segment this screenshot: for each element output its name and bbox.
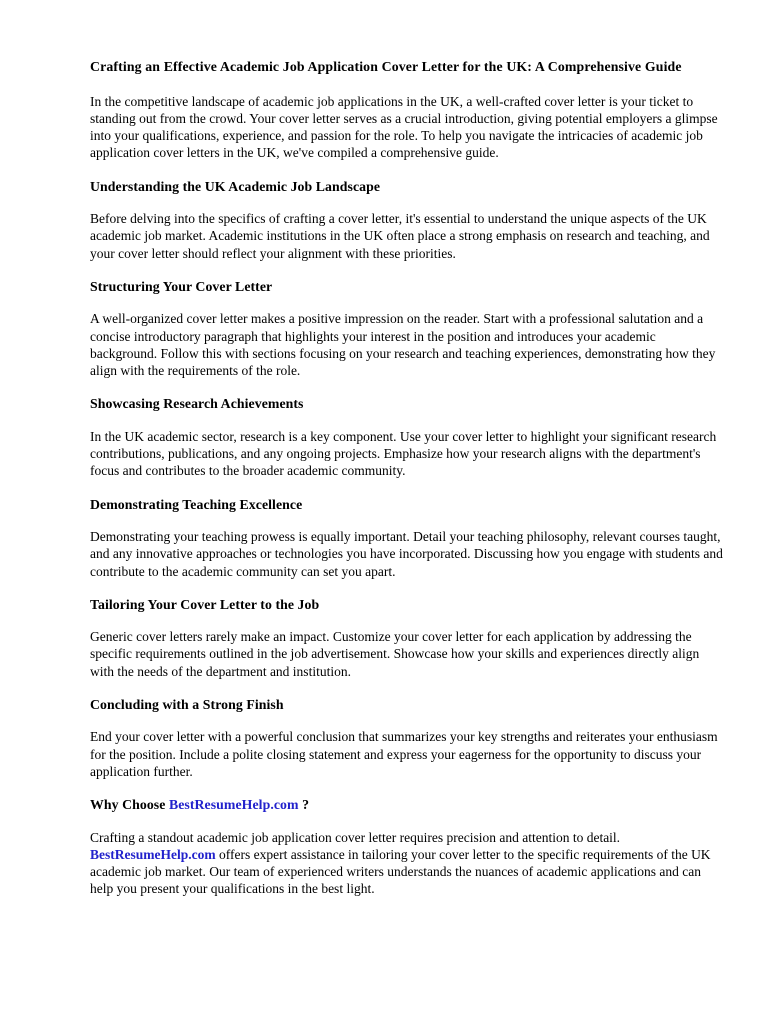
spacer xyxy=(90,262,724,278)
spacer xyxy=(90,413,724,428)
spacer xyxy=(90,195,724,210)
spacer xyxy=(90,580,724,596)
promo-paragraph xyxy=(90,829,724,898)
section-paragraph-concluding-with-a-strong-finish: End your cover letter with a powerful conclusion that summarizes your key strengths and reiterates your enthusiasm for the position. Include a polite closing statement and express your eagerness for the opportunity to discuss your application further. xyxy=(90,729,718,779)
spacer xyxy=(90,513,724,528)
spacer xyxy=(90,613,724,628)
section-paragraph-tailoring-your-cover-letter-to-the-job: Generic cover letters rarely make an impact. Customize your cover letter for each application by addressing the specific requirements outlined in the job advertisement. Showcase how your skills and experiences directly align with the needs of the department and institution. xyxy=(90,629,700,679)
section-heading-showcasing-research-achievements: Showcasing Research Achievements xyxy=(90,396,304,412)
spacer xyxy=(90,76,724,93)
section-heading-why-choose-bestresumehelp xyxy=(90,796,724,813)
spacer xyxy=(90,162,724,178)
section-heading-concluding-with-a-strong-finish: Concluding with a Strong Finish xyxy=(90,697,284,713)
promo-paragraph-part-2: offers expert assistance in tailoring your cover letter to the specific requirements of the UK academic job market. Our team of experienced writers understands the nuances of academic applications and can help you present your qualifications in the best light. xyxy=(90,846,711,897)
brand-link-paragraph[interactable]: BestResumeHelp.com xyxy=(90,846,216,862)
promo-paragraph-part-1: Crafting a standout academic job application cover letter requires precision and attention to detail. xyxy=(90,829,621,845)
promo-heading-suffix: ? xyxy=(298,797,310,813)
section-heading-demonstrating-teaching-excellence: Demonstrating Teaching Excellence xyxy=(90,496,303,512)
promo-heading-prefix: Why Choose xyxy=(90,797,169,813)
section-heading-tailoring-your-cover-letter-to-the-job: Tailoring Your Cover Letter to the Job xyxy=(90,596,320,612)
page-title: Crafting an Effective Academic Job Application Cover Letter for the UK: A Comprehensive Guide xyxy=(90,59,682,74)
section-paragraph-structuring-your-cover-letter: A well-organized cover letter makes a positive impression on the reader. Start with a professional salutation and a concise introductory paragraph that highlights your interest in the position and introduces your academic background. Follow this with sections focusing on your research and teaching experiences, demonstrating how they align with the requirements of the role. xyxy=(90,311,716,379)
intro-paragraph: In the competitive landscape of academic job applications in the UK, a well-crafted cover letter is your ticket to standing out from the crowd. Your cover letter serves as a crucial introduction, giving potential employers a glimpse into your qualifications, experience, and passion for the role. To help you navigate the intricacies of academic job application cover letters in the UK, we've compiled a comprehensive guide. xyxy=(90,93,718,161)
spacer xyxy=(90,680,724,696)
brand-link-heading[interactable]: BestResumeHelp.com xyxy=(168,797,299,813)
section-paragraph-demonstrating-teaching-excellence: Demonstrating your teaching prowess is equally important. Detail your teaching philosophy, relevant courses taught, and any innovative approaches or technologies you have incorporated. Discussing how you engage with students and contribute to the academic community can set you apart. xyxy=(90,528,723,579)
section-heading-understanding-uk-academic-job-landscape: Understanding the UK Academic Job Landscape xyxy=(90,178,381,194)
spacer xyxy=(90,814,724,829)
spacer xyxy=(90,295,724,310)
spacer xyxy=(90,480,724,496)
section-heading-structuring-your-cover-letter: Structuring Your Cover Letter xyxy=(90,278,273,294)
spacer xyxy=(90,379,724,395)
document-content xyxy=(90,58,724,898)
spacer xyxy=(90,713,724,728)
spacer xyxy=(90,780,724,796)
section-paragraph-showcasing-research-achievements: In the UK academic sector, research is a key component. Use your cover letter to highlight your significant research contributions, publications, and any ongoing projects. Emphasize how your research aligns with the department's focus and contributes to the broader academic community. xyxy=(90,428,717,479)
section-paragraph-understanding-uk-academic-job-landscape: Before delving into the specifics of crafting a cover letter, it's essential to understand the unique aspects of the UK academic job market. Academic institutions in the UK often place a strong emphasis on research and teaching, and your cover letter should reflect your alignment with these priorities. xyxy=(90,211,710,261)
